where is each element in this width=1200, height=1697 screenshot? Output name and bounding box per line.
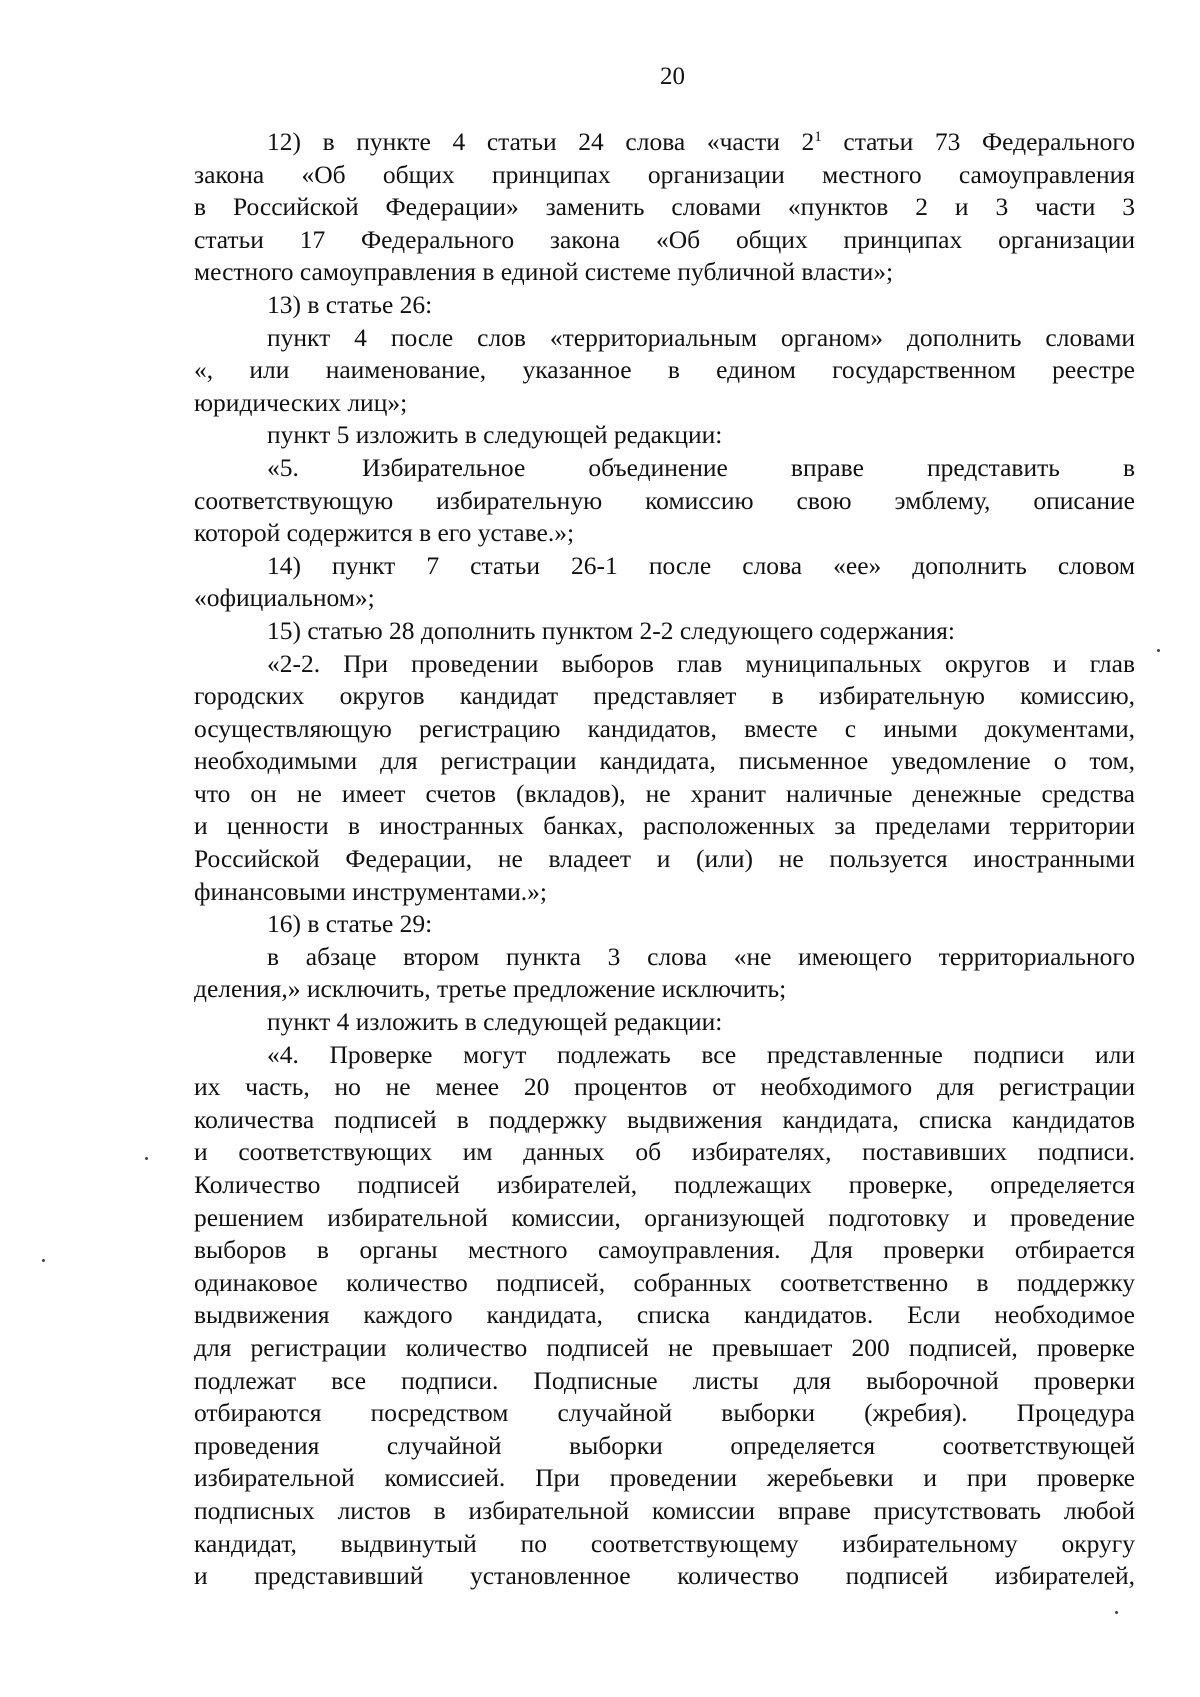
text-line: [194, 1332, 1135, 1365]
line-text: 14) пункт 7 статьи 26-1 после слова «ее» дополнить словом: [267, 550, 1135, 580]
line-text: «2-2. При проведении выборов глав муниципальных округов и глав: [267, 648, 1135, 678]
text-line: [194, 648, 1135, 681]
text-line: [194, 745, 1135, 778]
text-line: [194, 550, 1135, 583]
scan-speck: [42, 1259, 45, 1262]
scan-speck: [145, 1157, 148, 1160]
text-line: [194, 1104, 1135, 1137]
line-text: что он не имеет счетов (вкладов), не хранит наличные денежные средства: [194, 778, 1135, 808]
text-line: [194, 1299, 1135, 1332]
line-text: статьи 17 Федерального закона «Об общих принципах организации: [194, 224, 1135, 254]
line-text: пункт 4 изложить в следующей редакции:: [267, 1007, 723, 1037]
text-line: [194, 1234, 1135, 1267]
line-text: пункт 5 изложить в следующей редакции:: [267, 420, 723, 450]
line-text: местного самоуправления в единой системе публичной власти»;: [194, 257, 894, 287]
text-line: [194, 354, 1135, 387]
line-text: проведения случайной выборки определяется соответствующей: [194, 1430, 1135, 1460]
text-line: [194, 1560, 1135, 1593]
line-text: количества подписей в поддержку выдвижения кандидата, списка кандидатов: [194, 1104, 1135, 1134]
line-text: избирательной комиссией. При проведении жеребьевки и при проверке: [194, 1463, 1135, 1493]
line-text: «4. Проверке могут подлежать все представленные подписи или: [267, 1039, 1135, 1069]
line-text: «официальном»;: [194, 583, 375, 613]
text-line: [194, 778, 1135, 811]
line-text: и представивший установленное количество подписей избирателей,: [194, 1561, 1135, 1591]
text-line: [194, 843, 1135, 876]
line-text: которой содержится в его уставе.»;: [194, 518, 575, 548]
line-text: подлежат все подписи. Подписные листы для выборочной проверки: [194, 1365, 1135, 1395]
text-line: [194, 517, 1135, 550]
text-line: [194, 126, 1135, 159]
text-line: [194, 1006, 1135, 1039]
line-text: решением избирательной комиссии, организующей подготовку и проведение: [194, 1202, 1135, 1232]
line-text: 16) в статье 29:: [267, 909, 433, 939]
text-line: [194, 1267, 1135, 1300]
line-text: пункт 4 после слов «территориальным органом» дополнить словами: [267, 322, 1135, 352]
text-line: [194, 387, 1135, 420]
text-line: [194, 191, 1135, 224]
line-text: в абзаце втором пункта 3 слова «не имеющего территориального: [267, 941, 1135, 971]
line-text: и соответствующих им данных об избирателях, поставивших подписи.: [194, 1137, 1135, 1167]
text-line: [194, 1462, 1135, 1495]
text-line: [194, 1528, 1135, 1561]
text-line: [194, 1136, 1135, 1169]
text-line: [194, 908, 1135, 941]
document-body: [194, 126, 1135, 1593]
line-text: отбираются посредством случайной выборки (жребия). Процедура: [194, 1398, 1135, 1428]
text-line: [194, 582, 1135, 615]
text-line: [194, 1169, 1135, 1202]
line-text: их часть, но не менее 20 процентов от необходимого для регистрации: [194, 1072, 1135, 1102]
line-text: и ценности в иностранных банках, расположенных за пределами территории: [194, 811, 1135, 841]
superscript: 1: [814, 129, 822, 145]
text-line: [194, 810, 1135, 843]
text-line: [194, 973, 1135, 1006]
line-text: городских округов кандидат представляет в избирательную комиссию,: [194, 681, 1135, 711]
line-text: «, или наименование, указанное в едином государственном реестре: [194, 355, 1135, 385]
line-text: для регистрации количество подписей не превышает 200 подписей, проверке: [194, 1332, 1135, 1362]
text-line: [194, 224, 1135, 257]
text-line: [194, 485, 1135, 518]
text-line: [194, 256, 1135, 289]
text-line: [194, 680, 1135, 713]
line-text: финансовыми инструментами.»;: [194, 876, 547, 906]
line-text: 12) в пункте 4 статьи 24 слова «части 2: [267, 127, 815, 156]
text-line: [194, 1495, 1135, 1528]
line-text: закона «Об общих принципах организации местного самоуправления: [194, 159, 1135, 189]
text-line: [194, 1430, 1135, 1463]
text-line: [194, 713, 1135, 746]
text-line: [194, 615, 1135, 648]
scan-speck: [1157, 649, 1160, 652]
line-text: подписных листов в избирательной комиссии вправе присутствовать любой: [194, 1495, 1135, 1525]
line-text: Российской Федерации, не владеет и (или) не пользуется иностранными: [194, 844, 1135, 874]
text-line: [194, 1397, 1135, 1430]
line-text: 13) в статье 26:: [267, 289, 433, 319]
line-text: соответствующую избирательную комиссию свою эмблему, описание: [194, 485, 1135, 515]
line-text: деления,» исключить, третье предложение исключить;: [194, 974, 787, 1004]
text-line: [194, 1039, 1135, 1072]
line-text: одинаковое количество подписей, собранных соответственно в поддержку: [194, 1267, 1135, 1297]
line-text: необходимыми для регистрации кандидата, письменное уведомление о том,: [194, 746, 1135, 776]
page-number: 20: [660, 63, 685, 90]
line-text: 15) статью 28 дополнить пунктом 2-2 следующего содержания:: [267, 615, 955, 645]
text-line: [194, 452, 1135, 485]
line-text: в Российской Федерации» заменить словами «пунктов 2 и 3 части 3: [194, 192, 1135, 222]
line-text: Количество подписей избирателей, подлежащих проверке, определяется: [194, 1170, 1135, 1199]
line-text: юридических лиц»;: [194, 387, 408, 417]
text-line: [194, 322, 1135, 355]
text-line: [194, 1365, 1135, 1398]
text-line: [194, 1071, 1135, 1104]
text-line: [194, 941, 1135, 974]
line-text: выдвижения каждого кандидата, списка кандидатов. Если необходимое: [194, 1300, 1135, 1330]
line-text: кандидат, выдвинутый по соответствующему избирательному округу: [194, 1528, 1135, 1558]
line-text-tail: статьи 73 Федерального: [821, 127, 1135, 156]
text-line: [194, 289, 1135, 322]
text-line: [194, 876, 1135, 909]
line-text: осуществляющую регистрацию кандидатов, вместе с иными документами,: [194, 713, 1135, 743]
line-text: «5. Избирательное объединение вправе представить в: [267, 452, 1135, 482]
text-line: [194, 159, 1135, 192]
text-line: [194, 1202, 1135, 1235]
text-line: [194, 419, 1135, 452]
scan-speck: [1115, 1611, 1118, 1614]
line-text: выборов в органы местного самоуправления. Для проверки отбирается: [194, 1235, 1135, 1265]
